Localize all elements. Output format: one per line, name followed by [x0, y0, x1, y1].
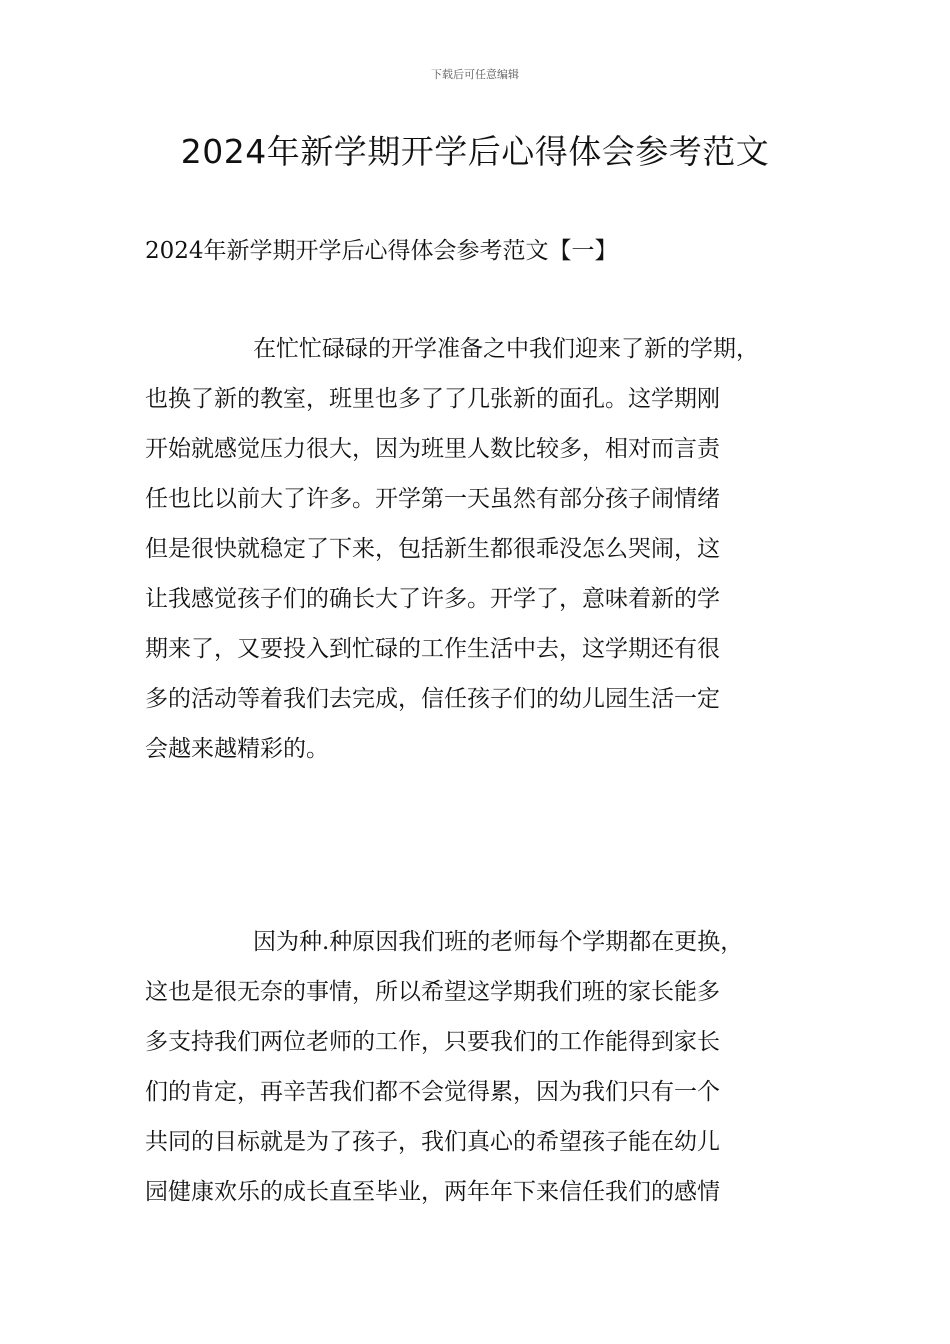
paragraph-line: 因为种.种原因我们班的老师每个学期都在更换， [253, 929, 744, 955]
section-heading: 2024年新学期开学后心得体会参考范文【一】 [145, 238, 618, 264]
paragraph-line: 这也是很无奈的事情，所以希望这学期我们班的家长能多 [145, 979, 720, 1005]
paragraph-line: 期来了，又要投入到忙碌的工作生活中去，这学期还有很 [145, 636, 720, 662]
paragraph-line: 开始就感觉压力很大，因为班里人数比较多，相对而言责 [145, 436, 720, 462]
paragraph-line: 让我感觉孩子们的确长大了许多。开学了，意味着新的学 [145, 586, 720, 612]
paragraph-1 [145, 324, 813, 774]
paragraph-line: 共同的目标就是为了孩子，我们真心的希望孩子能在幼儿 [145, 1129, 720, 1155]
paragraph-line: 任也比以前大了许多。开学第一天虽然有部分孩子闹情绪 [145, 486, 720, 512]
paragraph-line: 多的活动等着我们去完成，信任孩子们的幼儿园生活一定 [145, 686, 720, 712]
paragraph-line: 会越来越精彩的。 [145, 736, 329, 762]
paragraph-2 [145, 917, 813, 1217]
paragraph-line: 多支持我们两位老师的工作，只要我们的工作能得到家长 [145, 1029, 720, 1055]
paragraph-line: 也换了新的教室，班里也多了了几张新的面孔。这学期刚 [145, 386, 720, 412]
paragraph-line: 们的肯定，再辛苦我们都不会觉得累，因为我们只有一个 [145, 1079, 720, 1105]
paragraph-line: 园健康欢乐的成长直至毕业，两年年下来信任我们的感情 [145, 1179, 720, 1205]
header-note: 下载后可任意编辑 [431, 68, 519, 81]
paragraph-line: 在忙忙碌碌的开学准备之中我们迎来了新的学期， [253, 336, 759, 362]
paragraph-line: 但是很快就稳定了下来，包括新生都很乖没怎么哭闹，这 [145, 536, 720, 562]
document-title: 2024年新学期开学后心得体会参考范文 [180, 132, 770, 171]
